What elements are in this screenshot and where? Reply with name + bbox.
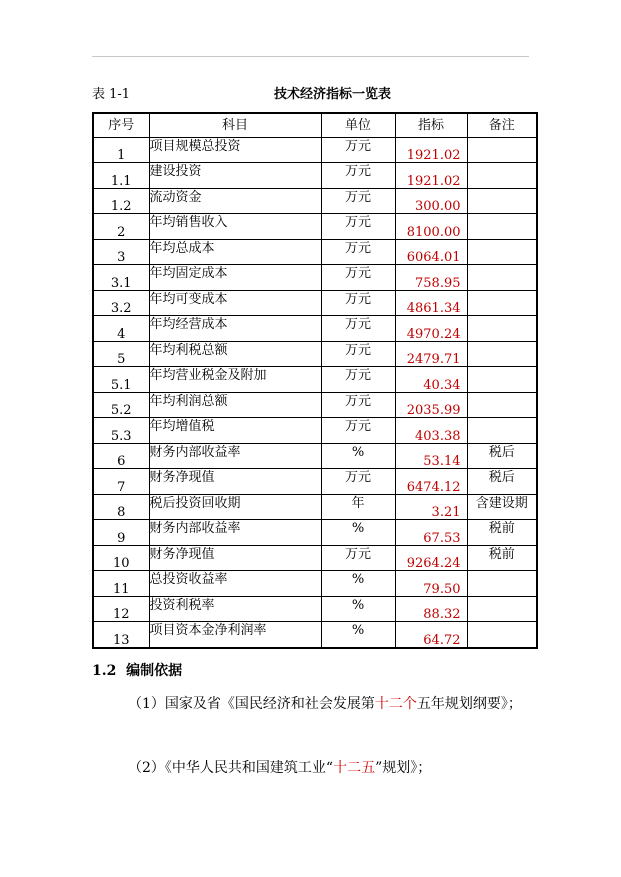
row-value: 1921.02 [395, 137, 467, 163]
row-unit: 万元 [321, 214, 395, 240]
row-unit: % [321, 622, 395, 648]
row-item-name: 财务内部收益率 [149, 443, 321, 469]
reference-1 [128, 693, 522, 713]
section-title: 编制依据 [126, 663, 183, 679]
row-value: 403.38 [395, 418, 467, 444]
row-number: 8 [93, 494, 149, 520]
row-number: 5.3 [93, 418, 149, 444]
row-remark [467, 265, 537, 291]
table-row [93, 392, 537, 418]
table-header-row [93, 113, 537, 137]
row-item-name: 年均销售收入 [149, 214, 321, 240]
row-value: 6064.01 [395, 239, 467, 265]
row-remark [467, 367, 537, 393]
row-remark [467, 571, 537, 597]
row-item-name: 财务净现值 [149, 545, 321, 571]
row-number: 7 [93, 469, 149, 495]
row-item-name: 年均可变成本 [149, 290, 321, 316]
row-unit: 万元 [321, 163, 395, 189]
row-item-name: 年均营业税金及附加 [149, 367, 321, 393]
row-unit: 万元 [321, 290, 395, 316]
reference-2-prefix: （2）《中华人民共和国建筑工业“ [128, 760, 334, 776]
header-value: 指标 [395, 113, 467, 137]
row-value: 4970.24 [395, 316, 467, 342]
row-remark [467, 596, 537, 622]
table-row [93, 316, 537, 342]
table-row [93, 188, 537, 214]
row-number: 5.2 [93, 392, 149, 418]
table-row [93, 494, 537, 520]
row-remark [467, 137, 537, 163]
row-unit: 万元 [321, 469, 395, 495]
row-remark: 税后 [467, 443, 537, 469]
row-item-name: 年均经营成本 [149, 316, 321, 342]
table-row [93, 520, 537, 546]
row-unit: 万元 [321, 418, 395, 444]
row-unit: 万元 [321, 188, 395, 214]
row-number: 3.1 [93, 265, 149, 291]
row-item-name: 年均总成本 [149, 239, 321, 265]
row-remark [467, 214, 537, 240]
row-value: 758.95 [395, 265, 467, 291]
section-number: 1.2 [92, 663, 117, 679]
table-row [93, 418, 537, 444]
table-row [93, 469, 537, 495]
row-unit: 万元 [321, 265, 395, 291]
indicator-table [92, 112, 538, 649]
row-item-name: 建设投资 [149, 163, 321, 189]
table-row [93, 571, 537, 597]
row-value: 53.14 [395, 443, 467, 469]
row-remark [467, 290, 537, 316]
reference-2 [128, 757, 431, 777]
row-number: 6 [93, 443, 149, 469]
row-remark [467, 163, 537, 189]
row-number: 1.2 [93, 188, 149, 214]
row-value: 6474.12 [395, 469, 467, 495]
row-number: 3.2 [93, 290, 149, 316]
row-unit: 万元 [321, 367, 395, 393]
row-unit: % [321, 571, 395, 597]
row-value: 79.50 [395, 571, 467, 597]
row-unit: 万元 [321, 239, 395, 265]
row-value: 2479.71 [395, 341, 467, 367]
row-item-name: 项目资本金净利润率 [149, 622, 321, 648]
row-unit: % [321, 520, 395, 546]
row-remark [467, 622, 537, 648]
table-row [93, 367, 537, 393]
reference-2-highlight: 十二五 [333, 760, 376, 776]
row-number: 10 [93, 545, 149, 571]
row-remark: 税后 [467, 469, 537, 495]
row-number: 5.1 [93, 367, 149, 393]
row-number: 12 [93, 596, 149, 622]
row-item-name: 投资利税率 [149, 596, 321, 622]
row-number: 1 [93, 137, 149, 163]
table-row [93, 290, 537, 316]
row-item-name: 年均利税总额 [149, 341, 321, 367]
row-value: 4861.34 [395, 290, 467, 316]
row-number: 5 [93, 341, 149, 367]
row-unit: 万元 [321, 392, 395, 418]
row-item-name: 年均增值税 [149, 418, 321, 444]
table-row [93, 545, 537, 571]
row-number: 1.1 [93, 163, 149, 189]
row-remark [467, 341, 537, 367]
row-unit: 万元 [321, 545, 395, 571]
row-item-name: 年均利润总额 [149, 392, 321, 418]
row-remark [467, 418, 537, 444]
header-remark: 备注 [467, 113, 537, 137]
table-row [93, 163, 537, 189]
row-unit: % [321, 596, 395, 622]
table-row [93, 596, 537, 622]
row-unit: 万元 [321, 137, 395, 163]
row-remark [467, 188, 537, 214]
row-unit: 年 [321, 494, 395, 520]
table-row [93, 622, 537, 648]
row-number: 11 [93, 571, 149, 597]
row-value: 1921.02 [395, 163, 467, 189]
row-number: 9 [93, 520, 149, 546]
row-item-name: 流动资金 [149, 188, 321, 214]
table-row [93, 239, 537, 265]
row-number: 2 [93, 214, 149, 240]
row-value: 67.53 [395, 520, 467, 546]
row-unit: % [321, 443, 395, 469]
table-row [93, 214, 537, 240]
row-item-name: 年均固定成本 [149, 265, 321, 291]
reference-2-suffix: ”规划》； [375, 760, 432, 776]
row-remark: 税前 [467, 545, 537, 571]
reference-1-suffix: 五年规划纲要》； [416, 696, 522, 712]
header-rule [92, 56, 529, 57]
row-value: 40.34 [395, 367, 467, 393]
row-item-name: 税后投资回收期 [149, 494, 321, 520]
row-number: 4 [93, 316, 149, 342]
row-number: 13 [93, 622, 149, 648]
table-row [93, 137, 537, 163]
header-no: 序号 [93, 113, 149, 137]
reference-1-highlight: 十二个 [374, 696, 417, 712]
row-value: 3.21 [395, 494, 467, 520]
row-unit: 万元 [321, 316, 395, 342]
header-item: 科目 [149, 113, 321, 137]
row-remark [467, 239, 537, 265]
row-value: 9264.24 [395, 545, 467, 571]
section-heading [92, 660, 182, 680]
row-remark: 税前 [467, 520, 537, 546]
row-value: 8100.00 [395, 214, 467, 240]
row-item-name: 项目规模总投资 [149, 137, 321, 163]
table-row [93, 443, 537, 469]
row-item-name: 财务净现值 [149, 469, 321, 495]
table-row [93, 341, 537, 367]
table-row [93, 265, 537, 291]
table-title: 技术经济指标一览表 [274, 87, 392, 102]
row-value: 88.32 [395, 596, 467, 622]
table-label: 表 1-1 [92, 87, 131, 102]
row-item-name: 财务内部收益率 [149, 520, 321, 546]
header-unit: 单位 [321, 113, 395, 137]
row-item-name: 总投资收益率 [149, 571, 321, 597]
row-value: 64.72 [395, 622, 467, 648]
row-remark [467, 392, 537, 418]
row-remark: 含建设期 [467, 494, 537, 520]
row-unit: 万元 [321, 341, 395, 367]
row-value: 300.00 [395, 188, 467, 214]
row-value: 2035.99 [395, 392, 467, 418]
row-number: 3 [93, 239, 149, 265]
reference-1-prefix: （1）国家及省《国民经济和社会发展第 [128, 696, 375, 712]
row-remark [467, 316, 537, 342]
